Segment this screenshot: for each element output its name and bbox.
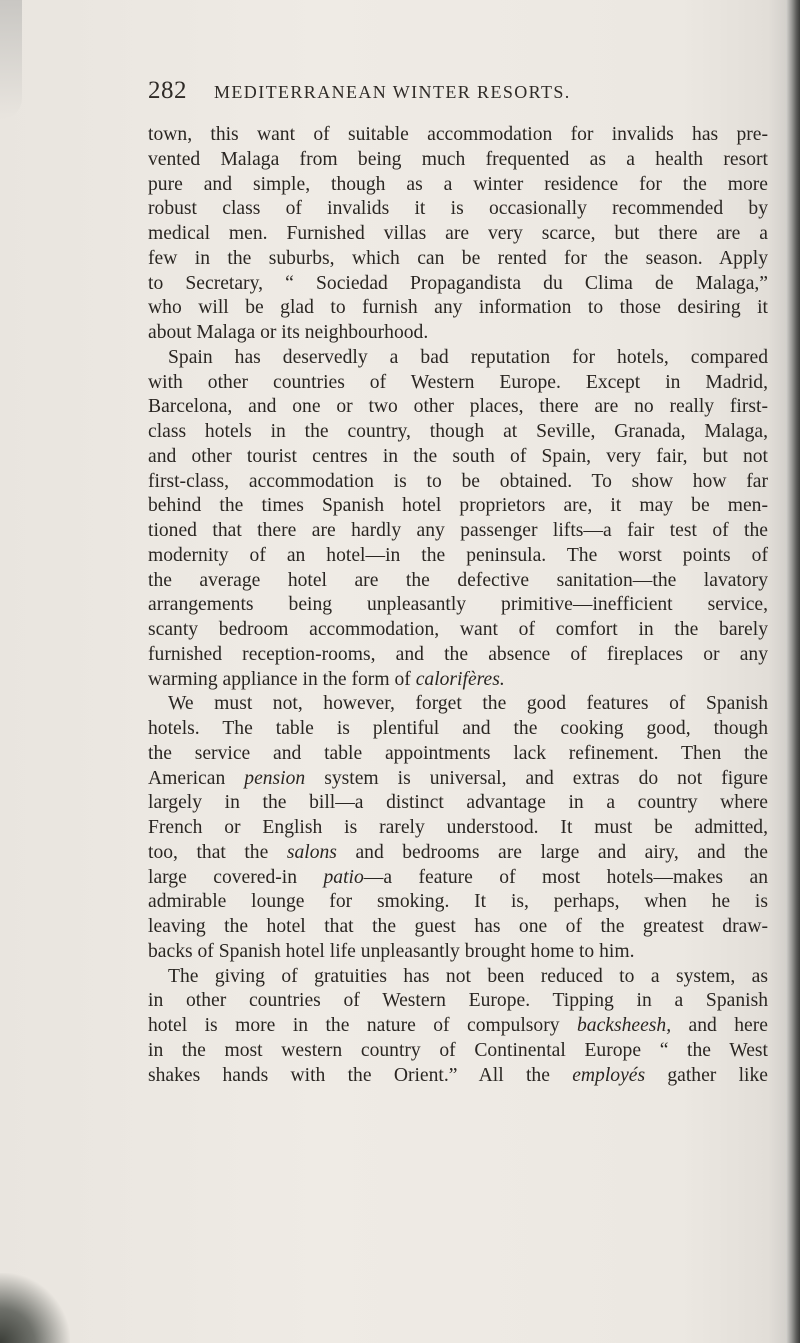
text-line [148, 519, 768, 544]
text-line [148, 123, 768, 148]
text-line [148, 247, 768, 272]
text-segment: The giving of gratuities has not been reduced to a system, as [168, 965, 768, 987]
text-line [148, 841, 768, 866]
text-segment: admirable lounge for smoking. It is, perhaps, when he is [148, 891, 768, 913]
text-line [148, 593, 768, 618]
text-line [148, 445, 768, 470]
text-segment: first-class, accommodation is to be obtained. To show how far [148, 470, 768, 492]
italic-term: pension [244, 767, 306, 789]
text-segment: leaving the hotel that the guest has one of the greatest draw- [148, 916, 768, 937]
text-segment: the average hotel are the defective sanitation—the lavatory [148, 569, 768, 591]
text-line [148, 692, 768, 717]
page-number: 282 [148, 77, 187, 104]
text-segment: in the most western country of Continental Europe “ the West [148, 1039, 768, 1061]
page-header [148, 77, 768, 111]
text-segment: arrangements being unpleasantly primitive—inefficient service, [148, 594, 768, 616]
text-segment: hotels. The table is plentiful and the cooking good, though [148, 718, 768, 739]
text-line [148, 346, 768, 371]
page-curl-shadow [0, 0, 22, 120]
text-line [148, 618, 768, 643]
text-segment: gather like [667, 1064, 768, 1086]
italic-term: backsheesh, [576, 1015, 672, 1036]
text-segment: warming appliance in the form of [148, 668, 411, 690]
text-segment: and bedrooms are large and airy, and the [355, 841, 768, 863]
text-line [148, 940, 768, 965]
italic-term: patio [323, 866, 364, 888]
text-segment: French or English is rarely understood. It must be admitted, [148, 817, 768, 838]
text-line [148, 1014, 768, 1039]
text-line [148, 989, 768, 1014]
text-line [148, 742, 768, 767]
text-segment: the service and table appointments lack refinement. Then the [148, 742, 768, 764]
text-segment: shakes hands with the Orient.” All the [148, 1064, 550, 1086]
text-segment: system is universal, and extras do not figure [324, 767, 768, 789]
text-segment: American [148, 767, 226, 789]
text-segment: too, that the [148, 841, 269, 863]
text-segment: behind the times Spanish hotel proprietors are, it may be men- [148, 495, 768, 517]
text-segment: town, this want of suitable accommodation for invalids has pre- [148, 124, 768, 145]
text-segment: vented Malaga from being much frequented as a health resort [148, 148, 768, 170]
text-segment: in other countries of Western Europe. Tipping in a Spanish [148, 990, 768, 1012]
text-segment: pure and simple, though as a winter residence for the more [148, 173, 768, 195]
text-line [148, 544, 768, 569]
text-line [148, 1064, 768, 1089]
text-segment: to Secretary, “ Sociedad Propagandista du Clima de Malaga,” [148, 272, 768, 294]
text-line [148, 643, 768, 668]
text-segment: largely in the bill—a distinct advantage in a country where [148, 792, 768, 814]
text-line [148, 173, 768, 198]
text-segment: few in the suburbs, which can be rented for the season. Apply [148, 247, 768, 269]
text-segment: class hotels in the country, though at Seville, Granada, Malaga, [148, 421, 768, 442]
text-line [148, 890, 768, 915]
text-line [148, 420, 768, 445]
body-text [148, 123, 768, 1088]
text-segment: furnished reception-rooms, and the absence of fireplaces or any [148, 643, 768, 665]
text-line [148, 395, 768, 420]
text-segment: Spain has deservedly a bad reputation for hotels, compared [168, 346, 768, 368]
text-segment: and other tourist centres in the south of Spain, very fair, but not [148, 445, 768, 467]
text-segment: hotel is more in the nature of compulsory [148, 1015, 560, 1036]
text-segment: backs of Spanish hotel life unpleasantly brought home to him. [148, 940, 635, 962]
text-segment: scanty bedroom accommodation, want of comfort in the barely [148, 619, 768, 640]
italic-term: calorifères. [415, 668, 505, 690]
text-segment: about Malaga or its neighbourhood. [148, 322, 429, 343]
text-line [148, 296, 768, 321]
text-segment: with other countries of Western Europe. Except in Madrid, [148, 371, 768, 393]
text-segment: Barcelona, and one or two other places, there are no really first- [148, 396, 768, 418]
text-line [148, 272, 768, 297]
text-line [148, 321, 768, 346]
italic-term: salons [286, 841, 337, 863]
italic-term: employés [572, 1064, 646, 1086]
text-line [148, 791, 768, 816]
text-segment: large covered-in [148, 866, 298, 888]
text-line [148, 148, 768, 173]
text-segment: We must not, however, forget the good features of Spanish [168, 693, 768, 715]
text-line [148, 470, 768, 495]
text-line [148, 915, 768, 940]
running-title: MEDITERRANEAN WINTER RESORTS. [214, 82, 571, 102]
text-line [148, 1039, 768, 1064]
text-line [148, 816, 768, 841]
text-segment: —a feature of most hotels—makes an [363, 866, 768, 888]
page-gutter-edge [786, 0, 800, 1343]
text-line [148, 371, 768, 396]
text-segment: and here [688, 1015, 768, 1036]
text-line [148, 717, 768, 742]
text-line [148, 569, 768, 594]
text-line [148, 866, 768, 891]
text-line [148, 668, 768, 693]
text-segment: modernity of an hotel—in the peninsula. The worst points of [148, 544, 768, 566]
text-line [148, 494, 768, 519]
text-line [148, 767, 768, 792]
text-segment: tioned that there are hardly any passenger lifts—a fair test of the [148, 520, 768, 541]
text-line [148, 197, 768, 222]
text-segment: medical men. Furnished villas are very scarce, but there are a [148, 223, 768, 244]
text-segment: who will be glad to furnish any information to those desiring it [148, 297, 768, 319]
page-corner-shadow [0, 1273, 70, 1343]
text-line [148, 222, 768, 247]
text-line [148, 965, 768, 990]
text-segment: robust class of invalids it is occasionally recommended by [148, 198, 768, 220]
